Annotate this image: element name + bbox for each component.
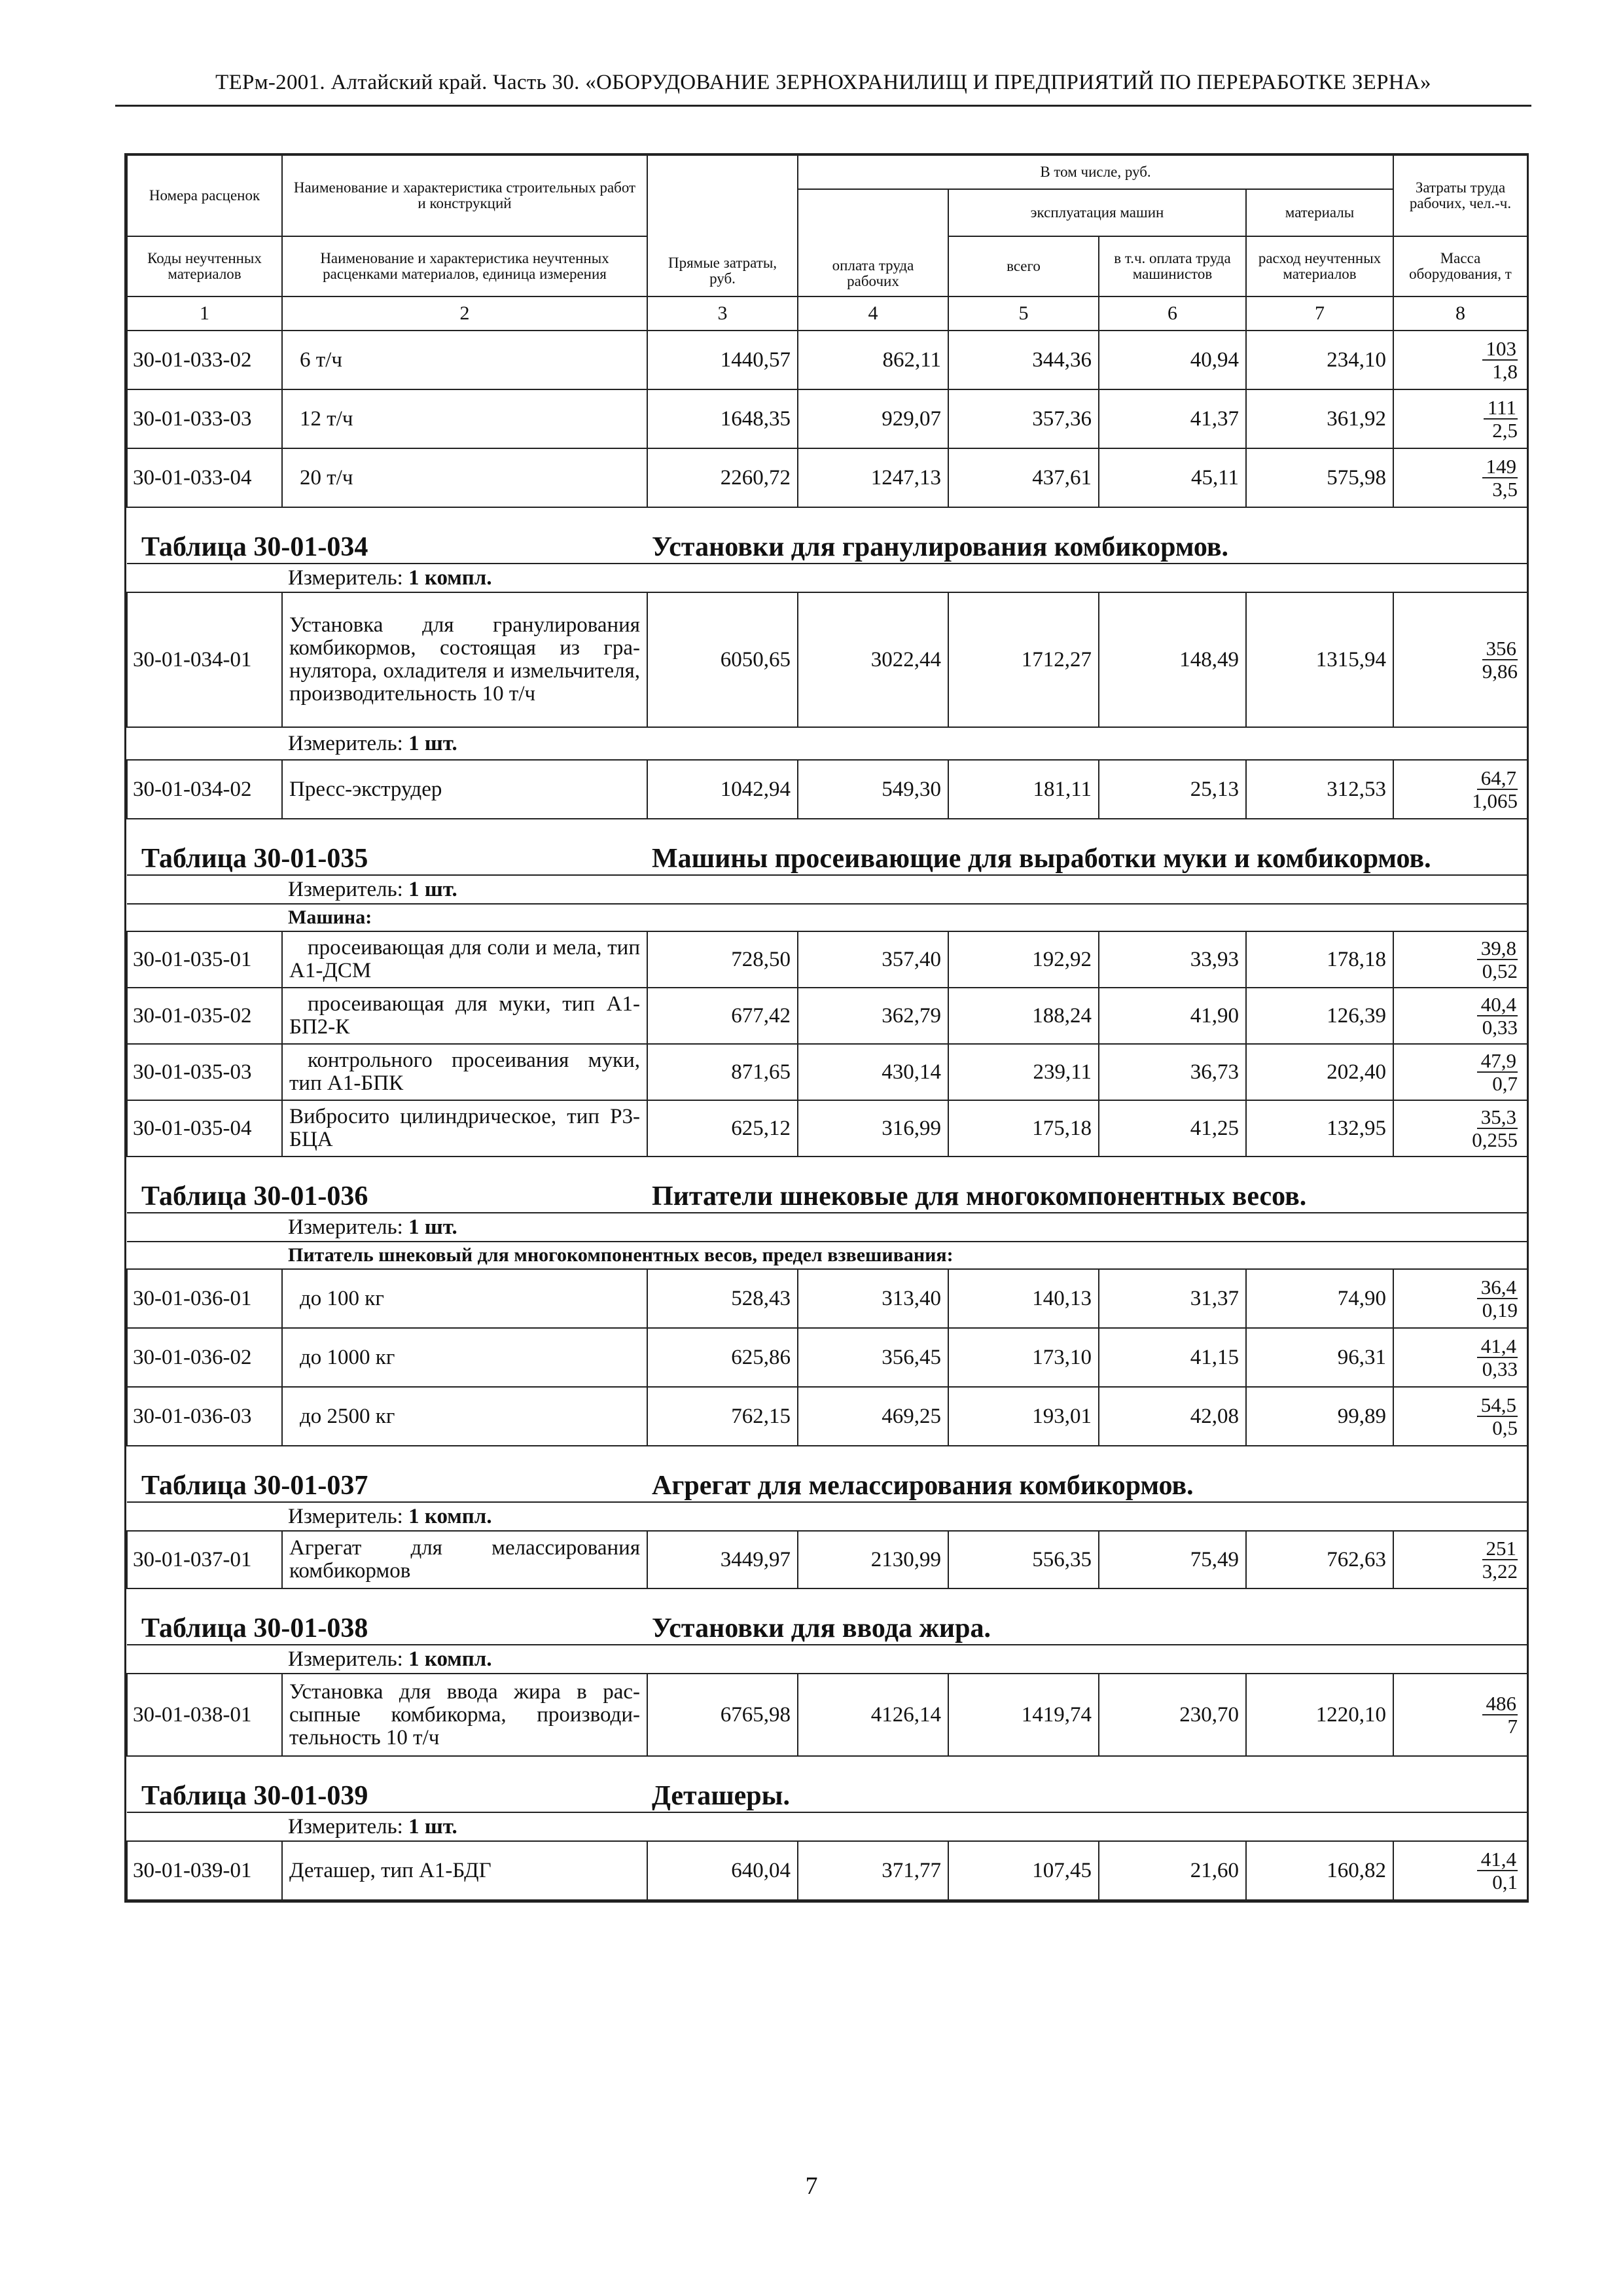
rate-code: 30-01-036-02 bbox=[127, 1328, 282, 1387]
table-row bbox=[127, 931, 1527, 988]
materials-cost: 575,98 bbox=[1246, 448, 1393, 507]
th-col1-top: Номера расценок bbox=[127, 155, 282, 236]
direct-cost: 1440,57 bbox=[647, 331, 798, 389]
measure-value: 1 шт. bbox=[408, 731, 457, 755]
section-heading bbox=[127, 1157, 1527, 1213]
measure-value: 1 шт. bbox=[408, 1814, 457, 1839]
machinists-pay: 148,49 bbox=[1099, 592, 1246, 727]
labor-hours: 64,7 bbox=[1477, 768, 1518, 790]
machines-total: 175,18 bbox=[948, 1100, 1099, 1157]
equipment-mass: 2,5 bbox=[1492, 419, 1518, 442]
labor-mass-fraction bbox=[1393, 389, 1527, 448]
rate-name: Установка для ввода жира в рассыпные комбикорма, производительность 10 т/ч bbox=[282, 1674, 647, 1756]
materials-cost: 1220,10 bbox=[1246, 1674, 1393, 1756]
materials-cost: 234,10 bbox=[1246, 331, 1393, 389]
equipment-mass: 0,19 bbox=[1482, 1299, 1518, 1321]
price-table bbox=[124, 153, 1529, 1903]
labor-mass-fraction bbox=[1393, 1269, 1527, 1328]
labor-mass-fraction bbox=[1393, 448, 1527, 507]
rate-name: до 1000 кг bbox=[282, 1328, 647, 1387]
materials-cost: 361,92 bbox=[1246, 389, 1393, 448]
table-row bbox=[127, 1841, 1527, 1900]
col-number: 1 bbox=[127, 296, 282, 331]
section-heading bbox=[127, 507, 1527, 564]
direct-cost: 677,42 bbox=[647, 988, 798, 1044]
labor-hours: 486 bbox=[1482, 1693, 1518, 1715]
labor-cost: 371,77 bbox=[798, 1841, 948, 1900]
rate-name: 6 т/ч bbox=[282, 331, 647, 389]
subheading: Машина: bbox=[127, 904, 1527, 931]
labor-hours: 149 bbox=[1482, 456, 1518, 478]
table-row bbox=[127, 592, 1527, 727]
rate-name: Вибросито цилиндрическое, тип Р3-БЦА bbox=[282, 1100, 647, 1157]
labor-hours: 35,3 bbox=[1477, 1107, 1518, 1129]
table-row bbox=[127, 1044, 1527, 1100]
rate-name: контрольного просеивания муки, тип А1-БПК bbox=[282, 1044, 647, 1100]
labor-cost: 3022,44 bbox=[798, 592, 948, 727]
measure-label: Измеритель: bbox=[288, 565, 409, 590]
rate-code: 30-01-035-03 bbox=[127, 1044, 282, 1100]
th-col2-top: Наименование и характеристика строительных работ и конструкций bbox=[282, 155, 647, 236]
direct-cost: 6765,98 bbox=[647, 1674, 798, 1756]
equipment-mass: 9,86 bbox=[1482, 660, 1518, 683]
rate-name: Деташер, тип А1-БДГ bbox=[282, 1841, 647, 1900]
table-title: Установки для гранулирования комбикормов. bbox=[652, 532, 1229, 562]
rate-name: до 100 кг bbox=[282, 1269, 647, 1328]
table-label: Таблица 30-01-036 bbox=[141, 1181, 368, 1211]
materials-cost: 96,31 bbox=[1246, 1328, 1393, 1387]
labor-cost: 362,79 bbox=[798, 988, 948, 1044]
table-row bbox=[127, 1674, 1527, 1756]
rate-code: 30-01-033-04 bbox=[127, 448, 282, 507]
rate-code: 30-01-034-02 bbox=[127, 760, 282, 819]
rate-code: 30-01-036-01 bbox=[127, 1269, 282, 1328]
measure-value: 1 компл. bbox=[408, 565, 492, 590]
measure-value: 1 шт. bbox=[408, 877, 457, 901]
measure-row bbox=[127, 1213, 1527, 1242]
table-title: Питатели шнековые для многокомпонентных весов. bbox=[652, 1181, 1307, 1211]
th-col6: в т.ч. оплата труда машинистов bbox=[1099, 236, 1246, 296]
col-number: 5 bbox=[948, 296, 1099, 331]
labor-cost: 862,11 bbox=[798, 331, 948, 389]
col-number: 7 bbox=[1246, 296, 1393, 331]
rate-name: Агрегат для мелассирования комбикормов bbox=[282, 1531, 647, 1588]
direct-cost: 3449,97 bbox=[647, 1531, 798, 1588]
measure-row bbox=[127, 564, 1527, 592]
equipment-mass: 0,255 bbox=[1472, 1128, 1518, 1151]
labor-cost: 549,30 bbox=[798, 760, 948, 819]
equipment-mass: 1,065 bbox=[1472, 789, 1518, 812]
th-col4: оплата труда рабочих bbox=[798, 189, 948, 296]
labor-hours: 41,4 bbox=[1477, 1336, 1518, 1358]
table-title: Установки для ввода жира. bbox=[652, 1613, 991, 1643]
machinists-pay: 42,08 bbox=[1099, 1387, 1246, 1446]
equipment-mass: 1,8 bbox=[1492, 360, 1518, 383]
rate-code: 30-01-037-01 bbox=[127, 1531, 282, 1588]
running-header: ТЕРм-2001. Алтайский край. Часть 30. «ОБОРУДОВАНИЕ ЗЕРНОХРАНИЛИЩ И ПРЕДПРИЯТИЙ ПО ПЕРЕРАБОТКЕ ЗЕРНА» bbox=[115, 71, 1531, 107]
machines-total: 344,36 bbox=[948, 331, 1099, 389]
machinists-pay: 25,13 bbox=[1099, 760, 1246, 819]
labor-mass-fraction bbox=[1393, 988, 1527, 1044]
measure-label: Измеритель: bbox=[288, 1504, 409, 1528]
machinists-pay: 21,60 bbox=[1099, 1841, 1246, 1900]
labor-mass-fraction bbox=[1393, 1674, 1527, 1756]
table-row bbox=[127, 988, 1527, 1044]
labor-hours: 103 bbox=[1482, 338, 1518, 361]
equipment-mass: 3,5 bbox=[1492, 478, 1518, 501]
labor-cost: 1247,13 bbox=[798, 448, 948, 507]
table-label: Таблица 30-01-039 bbox=[141, 1781, 368, 1811]
subheading: Питатель шнековый для многокомпонентных весов, предел взвешивания: bbox=[127, 1242, 1527, 1269]
machinists-pay: 75,49 bbox=[1099, 1531, 1246, 1588]
equipment-mass: 0,1 bbox=[1492, 1871, 1518, 1893]
subheading-row bbox=[127, 1242, 1527, 1269]
rate-name: Установка для гранулирования комбикормов, состоящая из гранулятора, охладителя и измельчителя, производительность 10 т/ч bbox=[282, 592, 647, 727]
machinists-pay: 31,37 bbox=[1099, 1269, 1246, 1328]
materials-cost: 312,53 bbox=[1246, 760, 1393, 819]
section-heading bbox=[127, 1588, 1527, 1645]
machinists-pay: 41,25 bbox=[1099, 1100, 1246, 1157]
machinists-pay: 41,90 bbox=[1099, 988, 1246, 1044]
direct-cost: 640,04 bbox=[647, 1841, 798, 1900]
labor-hours: 251 bbox=[1482, 1538, 1518, 1560]
materials-cost: 132,95 bbox=[1246, 1100, 1393, 1157]
machines-total: 1712,27 bbox=[948, 592, 1099, 727]
th-col2-bottom: Наименование и характеристика неучтенных расценками материалов, единица измерения bbox=[282, 236, 647, 296]
table-row bbox=[127, 389, 1527, 448]
machinists-pay: 41,37 bbox=[1099, 389, 1246, 448]
equipment-mass: 7 bbox=[1507, 1715, 1518, 1738]
materials-cost: 74,90 bbox=[1246, 1269, 1393, 1328]
machines-total: 140,13 bbox=[948, 1269, 1099, 1328]
rate-code: 30-01-035-04 bbox=[127, 1100, 282, 1157]
col-number: 2 bbox=[282, 296, 647, 331]
materials-cost: 99,89 bbox=[1246, 1387, 1393, 1446]
labor-mass-fraction bbox=[1393, 1100, 1527, 1157]
th-col5: всего bbox=[948, 236, 1099, 296]
equipment-mass: 0,5 bbox=[1492, 1416, 1518, 1439]
labor-cost: 2130,99 bbox=[798, 1531, 948, 1588]
equipment-mass: 0,33 bbox=[1482, 1016, 1518, 1039]
equipment-mass: 0,33 bbox=[1482, 1357, 1518, 1380]
direct-cost: 625,86 bbox=[647, 1328, 798, 1387]
col-number: 6 bbox=[1099, 296, 1246, 331]
rate-code: 30-01-036-03 bbox=[127, 1387, 282, 1446]
labor-mass-fraction bbox=[1393, 331, 1527, 389]
machines-total: 107,45 bbox=[948, 1841, 1099, 1900]
machinists-pay: 36,73 bbox=[1099, 1044, 1246, 1100]
col-number: 4 bbox=[798, 296, 948, 331]
table-label: Таблица 30-01-035 bbox=[141, 844, 368, 874]
materials-cost: 202,40 bbox=[1246, 1044, 1393, 1100]
measure-row bbox=[127, 875, 1527, 904]
table-title: Деташеры. bbox=[652, 1781, 790, 1811]
direct-cost: 1042,94 bbox=[647, 760, 798, 819]
labor-mass-fraction bbox=[1393, 1387, 1527, 1446]
equipment-mass: 0,52 bbox=[1482, 960, 1518, 982]
materials-cost: 1315,94 bbox=[1246, 592, 1393, 727]
table-row bbox=[127, 1328, 1527, 1387]
table-row bbox=[127, 448, 1527, 507]
page-number: 7 bbox=[805, 2172, 818, 2200]
machines-total: 181,11 bbox=[948, 760, 1099, 819]
labor-cost: 4126,14 bbox=[798, 1674, 948, 1756]
measure-label: Измеритель: bbox=[288, 1647, 409, 1671]
direct-cost: 625,12 bbox=[647, 1100, 798, 1157]
rate-name: просеивающая для соли и мела, тип А1-ДСМ bbox=[282, 931, 647, 988]
machines-total: 357,36 bbox=[948, 389, 1099, 448]
labor-mass-fraction bbox=[1393, 1841, 1527, 1900]
labor-cost: 316,99 bbox=[798, 1100, 948, 1157]
machines-total: 173,10 bbox=[948, 1328, 1099, 1387]
rate-name: Пресс-экструдер bbox=[282, 760, 647, 819]
measure-label: Измеритель: bbox=[288, 1814, 409, 1839]
section-heading bbox=[127, 1756, 1527, 1812]
machines-total: 188,24 bbox=[948, 988, 1099, 1044]
direct-cost: 6050,65 bbox=[647, 592, 798, 727]
measure-label: Измеритель: bbox=[288, 1215, 409, 1239]
materials-cost: 178,18 bbox=[1246, 931, 1393, 988]
materials-cost: 126,39 bbox=[1246, 988, 1393, 1044]
th-col8-top: Затраты труда рабочих, чел.-ч. bbox=[1393, 155, 1527, 236]
table-title: Машины просеивающие для выработки муки и комбикормов. bbox=[652, 844, 1431, 874]
machinists-pay: 40,94 bbox=[1099, 331, 1246, 389]
table-row bbox=[127, 1531, 1527, 1588]
machines-total: 193,01 bbox=[948, 1387, 1099, 1446]
rate-name: просеивающая для муки, тип А1-БП2-К bbox=[282, 988, 647, 1044]
machinists-pay: 45,11 bbox=[1099, 448, 1246, 507]
rate-code: 30-01-035-02 bbox=[127, 988, 282, 1044]
labor-cost: 356,45 bbox=[798, 1328, 948, 1387]
th-col3: Прямые затраты, руб. bbox=[647, 155, 798, 296]
table-row bbox=[127, 1100, 1527, 1157]
th-machines: эксплуатация машин bbox=[948, 189, 1246, 236]
table-label: Таблица 30-01-038 bbox=[141, 1613, 368, 1643]
machines-total: 437,61 bbox=[948, 448, 1099, 507]
labor-cost: 357,40 bbox=[798, 931, 948, 988]
materials-cost: 160,82 bbox=[1246, 1841, 1393, 1900]
labor-hours: 39,8 bbox=[1477, 938, 1518, 960]
rate-code: 30-01-033-02 bbox=[127, 331, 282, 389]
labor-cost: 929,07 bbox=[798, 389, 948, 448]
th-col8-bottom: Масса оборудования, т bbox=[1393, 236, 1527, 296]
table-label: Таблица 30-01-037 bbox=[141, 1471, 368, 1501]
equipment-mass: 0,7 bbox=[1492, 1072, 1518, 1095]
rate-name: 20 т/ч bbox=[282, 448, 647, 507]
labor-hours: 36,4 bbox=[1477, 1277, 1518, 1299]
labor-mass-fraction bbox=[1393, 931, 1527, 988]
machines-total: 1419,74 bbox=[948, 1674, 1099, 1756]
rate-code: 30-01-034-01 bbox=[127, 592, 282, 727]
labor-hours: 47,9 bbox=[1477, 1050, 1518, 1073]
labor-cost: 313,40 bbox=[798, 1269, 948, 1328]
table-label: Таблица 30-01-034 bbox=[141, 532, 368, 562]
table-row bbox=[127, 1269, 1527, 1328]
labor-hours: 111 bbox=[1484, 397, 1518, 420]
measure-label: Измеритель: bbox=[288, 731, 409, 755]
direct-cost: 728,50 bbox=[647, 931, 798, 988]
labor-mass-fraction bbox=[1393, 1531, 1527, 1588]
rate-code: 30-01-033-03 bbox=[127, 389, 282, 448]
measure-row bbox=[127, 1812, 1527, 1841]
th-incl: В том числе, руб. bbox=[798, 155, 1393, 189]
labor-mass-fraction bbox=[1393, 592, 1527, 727]
equipment-mass: 3,22 bbox=[1482, 1560, 1518, 1583]
measure-row bbox=[127, 1645, 1527, 1674]
direct-cost: 1648,35 bbox=[647, 389, 798, 448]
labor-hours: 40,4 bbox=[1477, 994, 1518, 1016]
labor-cost: 430,14 bbox=[798, 1044, 948, 1100]
rate-name: до 2500 кг bbox=[282, 1387, 647, 1446]
table-row bbox=[127, 331, 1527, 389]
rate-code: 30-01-039-01 bbox=[127, 1841, 282, 1900]
machines-total: 239,11 bbox=[948, 1044, 1099, 1100]
table-row bbox=[127, 1387, 1527, 1446]
rate-code: 30-01-038-01 bbox=[127, 1674, 282, 1756]
th-col1-bottom: Коды неучтенных материалов bbox=[127, 236, 282, 296]
measure-value: 1 шт. bbox=[408, 1215, 457, 1239]
labor-mass-fraction bbox=[1393, 1328, 1527, 1387]
machinists-pay: 230,70 bbox=[1099, 1674, 1246, 1756]
measure-row bbox=[127, 727, 1527, 760]
section-heading bbox=[127, 819, 1527, 875]
machines-total: 192,92 bbox=[948, 931, 1099, 988]
measure-value: 1 компл. bbox=[408, 1504, 492, 1528]
direct-cost: 871,65 bbox=[647, 1044, 798, 1100]
direct-cost: 762,15 bbox=[647, 1387, 798, 1446]
measure-row bbox=[127, 1502, 1527, 1531]
rate-code: 30-01-035-01 bbox=[127, 931, 282, 988]
machines-total: 556,35 bbox=[948, 1531, 1099, 1588]
machinists-pay: 41,15 bbox=[1099, 1328, 1246, 1387]
th-materials: материалы bbox=[1246, 189, 1393, 236]
labor-cost: 469,25 bbox=[798, 1387, 948, 1446]
subheading-row bbox=[127, 904, 1527, 931]
table-row bbox=[127, 760, 1527, 819]
direct-cost: 528,43 bbox=[647, 1269, 798, 1328]
labor-mass-fraction bbox=[1393, 1044, 1527, 1100]
measure-label: Измеритель: bbox=[288, 877, 409, 901]
rate-name: 12 т/ч bbox=[282, 389, 647, 448]
col-number: 3 bbox=[647, 296, 798, 331]
th-col7: расход неучтенных материалов bbox=[1246, 236, 1393, 296]
labor-mass-fraction bbox=[1393, 760, 1527, 819]
section-heading bbox=[127, 1446, 1527, 1502]
direct-cost: 2260,72 bbox=[647, 448, 798, 507]
col-number: 8 bbox=[1393, 296, 1527, 331]
labor-hours: 54,5 bbox=[1477, 1395, 1518, 1417]
labor-hours: 356 bbox=[1482, 638, 1518, 660]
labor-hours: 41,4 bbox=[1477, 1849, 1518, 1871]
measure-value: 1 компл. bbox=[408, 1647, 492, 1671]
table-title: Агрегат для мелассирования комбикормов. bbox=[652, 1471, 1194, 1501]
materials-cost: 762,63 bbox=[1246, 1531, 1393, 1588]
machinists-pay: 33,93 bbox=[1099, 931, 1246, 988]
